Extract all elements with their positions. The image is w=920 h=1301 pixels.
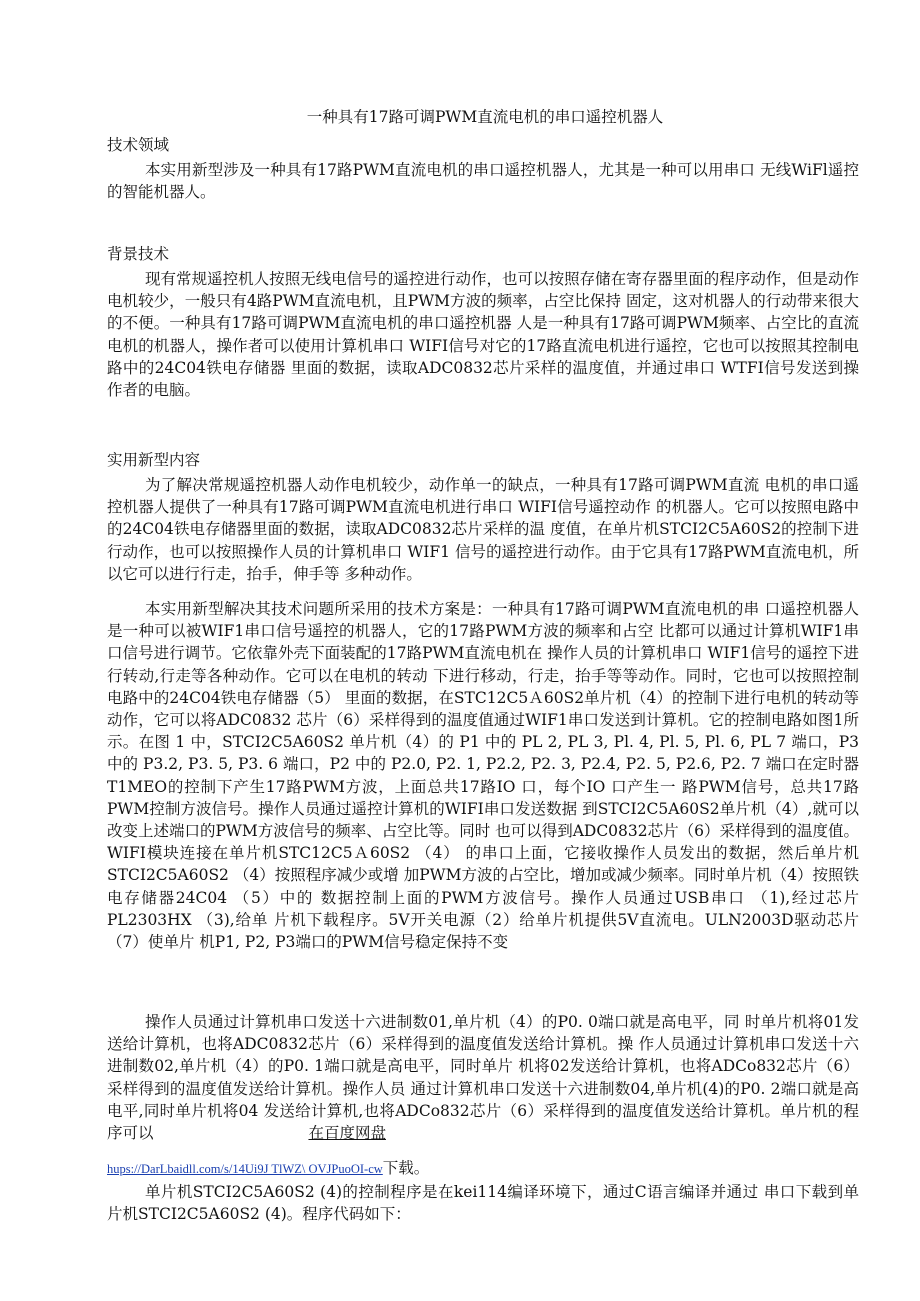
paragraph-content-3-text: 操作人员通过计算机串口发送十六进制数01,单片机（4）的P0. 0端口就是高电平，同 时单片机将01发送给计算机，也将ADC0832芯片（6）采样得到的温度值发送给计算机。操 作人员通过计算机串口发送十六进制数02,单片机（4）的P0. 1端口就是高电平，同时单片 机将02发送给计算机，也将ADCo832芯片（6）采样得到的温度值发送给计算机。操作人员 通过计算机串口发送十六进制数04,单片机(4)的P0. 2端口就是高电平,同时单片机将04 发送给计算机,也将ADCo832芯片（6）采样得到的温度值发送给计算机。单片机的程序可以 — [107, 1013, 859, 1143]
paragraph-content-4: 单片机STCI2C5A60S2 (4)的控制程序是在kei114编译环境下，通过C语言编译并通过 串口下载到单片机STCI2C5A60S2 (4)。程序代码如下： — [107, 1183, 859, 1224]
paragraph-content-1: 为了解决常规遥控机器人动作电机较少，动作单一的缺点，一种具有17路可调PWM直流 电机的串口遥控机器人提供了一种具有17路可调PWM直流电机进行串口 WIFI信号遥控动作 的机器人。它可以按照电路中的24C04铁电存储器里面的数据，读取ADC0832芯片采样的温 度值，在单片机STCI2C5A60S2的控制下进行动作，也可以按照操作人员的计算机串口 WIF1 信号的遥控进行动作。由于它具有17路PWM直流电机，所以它可以进行行走，抬手，伸手等 多种动作。 — [107, 476, 859, 583]
download-line — [107, 1157, 859, 1180]
paragraph-content-2: 本实用新型解决其技术问题所采用的技术方案是：一种具有17路可调PWM直流电机的串 口遥控机器人是一种可以被WIF1串口信号遥控的机器人，它的17路PWM方波的频率和占空 比都可以通过计算机WIF1串口信号进行调节。它依靠外壳下面装配的17路PWM直流电机在 操作人员的计算机串口 WIF1信号的遥控下进行转动,行走等各种动作。它可以在电机的转动 下进行移动，行走，抬手等等动作。同时，它也可以按照控制电路中的24C04铁电存储器（5） 里面的数据，在STC12C5Ａ60S2单片机（4）的控制下进行电机的转动等动作，它可以将ADC0832 芯片（6）采样得到的温度值通过WIF1串口发送到计算机。它的控制电路如图1所示。在图 1 中，STCI2C5A60S2 单片机（4）的 P1 中的 PL 2, PL 3, Pl. 4, Pl. 5, Pl. 6, PL 7 端口，P3 中的 P3.2, P3. 5, P3. 6 端口，P2 中的 P2.0, P2. 1, P2.2, P2. 3, P2.4, P2. 5, P2.6, P2. 7 端口在定时器T1MEO的控制下产生17路PWM方波，上面总共17路IO 口，每个IO 口产生一 路PWM信号，总共17路PWM控制方波信号。操作人员通过遥控计算机的WIFI串口发送数据 到STCI2C5A60S2单片机（4）,就可以改变上述端口的PWM方波信号的频率、占空比等。同时 也可以得到ADC0832芯片（6）采样得到的温度值。WIFI模块连接在单片机STC12C5Ａ60S2 （4） 的串口上面，它接收操作人员发出的数据，然后单片机STCI2C5A60S2 （4）按照程序减少或增 加PWM方波的占空比，增加或减少频率。同时单片机（4）按照铁电存储器24C04 （5）中的 数据控制上面的PWM方波信号。操作人员通过USB串口 （1),经过芯片PL2303HX （3),给单 片机下载程序。5V开关电源（2）给单片机提供5V直流电。ULN2003D驱动芯片（7）使单片 机P1, P2, P3端口的PWM信号稳定保持不变 — [107, 600, 859, 952]
section-heading-content: 实用新型内容 — [107, 451, 201, 469]
paragraph-content-3 — [107, 1011, 859, 1144]
paragraph-background: 现有常规遥控机人按照无线电信号的遥控进行动作，也可以按照存储在寄存器里面的程序动作，但是动作电机较少，一般只有4路PWM直流电机，且PWM方波的频率，占空比保持 固定，这对机器人的行动带来很大的不便。一种具有17路可调PWM直流电机的串口遥控机器 人是一种具有17路可调PWM频率、占空比的直流电机的机器人，操作者可以使用计算机串口 WIFI信号对它的17路直流电机进行遥控，它也可以按照其控制电路中的24C04铁电存储器 里面的数据，读取ADC0832芯片采样的温度值，并通过串口 WTFI信号发送到操作者的电脑。 — [107, 270, 859, 400]
document-title: 一种具有17路可调PWM直流电机的串口遥控机器人 — [306, 108, 664, 126]
download-link-suffix: 下载。 — [382, 1159, 430, 1177]
section-heading-background: 背景技术 — [107, 245, 170, 263]
section-heading-tech-field: 技术领域 — [107, 136, 170, 154]
paragraph-tech-field: 本实用新型涉及一种具有17路PWM直流电机的串口遥控机器人，尤其是一种可以用串口 无线WiFl遥控的智能机器人。 — [107, 161, 859, 202]
paragraph-content-3-tail: 在百度网盘 — [308, 1124, 386, 1143]
download-link[interactable]: hups://DarLbaidll.com/s/14Ui9J TlWZ\ OVJPuoOI-cw — [107, 1162, 383, 1176]
